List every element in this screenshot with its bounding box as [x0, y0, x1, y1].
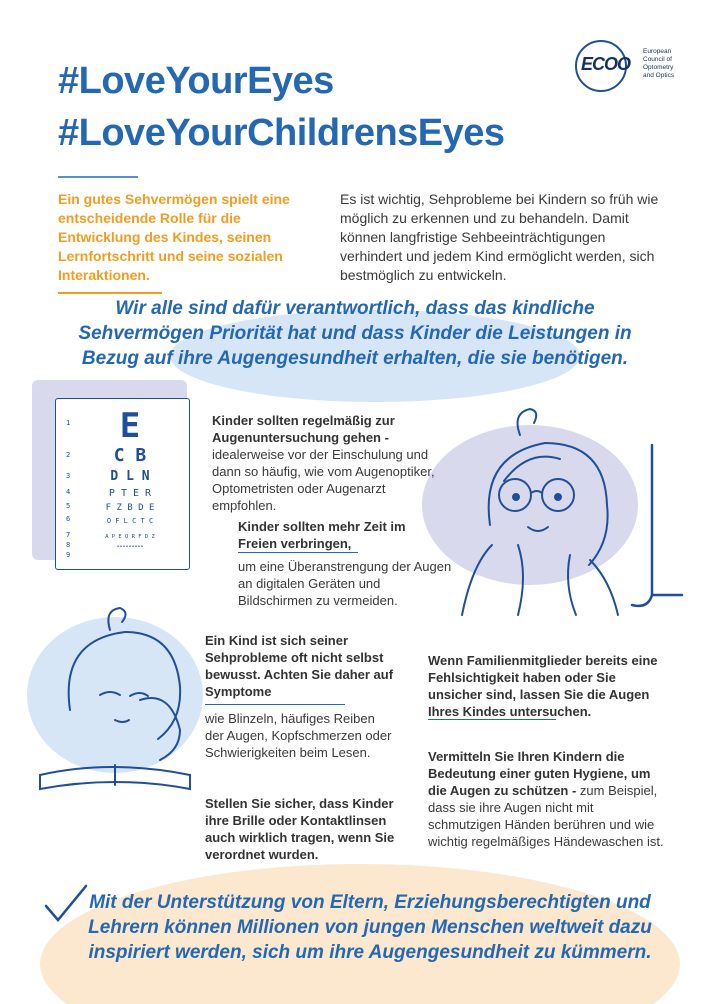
outside-time-heading: Kinder sollten mehr Zeit im Freien verbringen,	[238, 519, 406, 551]
hygiene-text	[428, 748, 668, 850]
hygiene-heading: Vermitteln Sie Ihren Kindern die Bedeutung einer guten Hygiene, um die Augen zu schützen -	[428, 749, 651, 798]
intro-body: Es ist wichtig, Sehprobleme bei Kindern so früh wie möglich zu erkennen und zu behandeln. Damit können langfristige Sehbeeinträchtigungen verhindert und jedem Kind ermöglicht werden, sich bestmöglich zu entwickeln.	[340, 191, 659, 283]
logo-org-name: European Council of Optometry and Optics	[643, 48, 675, 79]
eye-chart	[55, 398, 190, 570]
regular-exam-body: idealerweise vor der Einschulung und dann so häufig, wie vom Augenoptiker, Optometristen oder Augenarzt empfohlen.	[212, 447, 435, 513]
chart-row-7: A P E O R F D Z	[105, 534, 155, 540]
chart-row-6: O F L C T C	[106, 517, 154, 525]
mirror-frame	[632, 445, 682, 606]
regular-exam-text	[212, 412, 452, 514]
girl-with-glasses-illustration	[420, 395, 685, 620]
child-rubbing-eyes-illustration	[20, 600, 205, 800]
row-number: 6	[66, 515, 71, 523]
row-number: 4	[66, 488, 71, 496]
chart-row-5: F Z B D E	[105, 503, 155, 513]
symptoms-heading: Ein Kind ist sich seiner Sehprobleme oft nicht selbst bewusst. Achten Sie daher auf Symptome	[205, 633, 394, 699]
row-number: 7	[66, 531, 71, 539]
ecoo-logo	[575, 40, 705, 92]
row-number: 9	[66, 551, 71, 559]
row-number: 5	[66, 502, 71, 510]
regular-exam-heading: Kinder sollten regelmäßig zur Augenuntersuchung gehen -	[212, 413, 395, 445]
chart-row-3: D L N	[110, 469, 150, 484]
family-history-divider	[428, 719, 556, 720]
outside-time-body: um eine Überanstrengung der Augen an digitalen Geräten und Bildschirmen zu vermeiden.	[238, 559, 452, 608]
title-line-2: #LoveYourChildrensEyes	[58, 112, 505, 154]
responsibility-quote: Wir alle sind dafür verantwortlich, dass das kindliche Sehvermögen Priorität hat und dass Kinder die Leistungen in Bezug auf ihre Augengesundheit erhalten, die sie benötigen.	[78, 298, 632, 369]
chart-row-1: E	[119, 406, 141, 446]
title-line-1: #LoveYourEyes	[58, 60, 334, 102]
intro-highlight: Ein gutes Sehvermögen spielt eine entscheidende Rolle für die Entwicklung des Kindes, seinen Lernfortschritt und seine sozialen Interaktionen.	[58, 191, 290, 283]
hygiene-body: zum Beispiel, dass sie ihre Augen nicht mit schmutzigen Händen berühren und wie wichtig regelmäßiges Händewaschen ist.	[428, 783, 664, 849]
chart-row-2: C B	[113, 445, 147, 466]
row-number: 2	[66, 451, 71, 459]
chart-row-4: P T E R	[108, 488, 152, 499]
outside-time-divider	[238, 552, 358, 553]
family-history-text: Wenn Familienmitglieder bereits eine Fehlsichtigkeit haben oder Sie unsicher sind, lassen Sie die Augen Ihres Kindes untersuchen.	[428, 653, 658, 719]
logo-word: ECOO	[581, 54, 631, 74]
symptoms-divider	[205, 704, 345, 705]
intro-divider	[58, 292, 162, 294]
title-divider	[58, 176, 138, 178]
eye-chart-graphic	[56, 399, 188, 569]
wear-glasses-text: Stellen Sie sicher, dass Kinder ihre Brille oder Kontaktlinsen auch wirklich tragen, wenn Sie verordnet wurden.	[205, 796, 395, 862]
chart-row-8: •••••••••	[116, 544, 144, 550]
closing-quote: Mit der Unterstützung von Eltern, Erziehungsberechtigten und Lehrern können Millionen von jungen Menschen weltweit dazu inspiriert werden, sich um ihre Augengesundheit zu kümmern.	[88, 892, 652, 963]
row-number: 8	[66, 541, 71, 549]
row-number: 3	[66, 472, 71, 480]
illustration-bg-blob	[27, 617, 203, 773]
row-number: 1	[66, 419, 71, 427]
symptoms-body: wie Blinzeln, häufiges Reiben der Augen, Kopfschmerzen oder Schwierigkeiten beim Lesen.	[205, 711, 392, 760]
